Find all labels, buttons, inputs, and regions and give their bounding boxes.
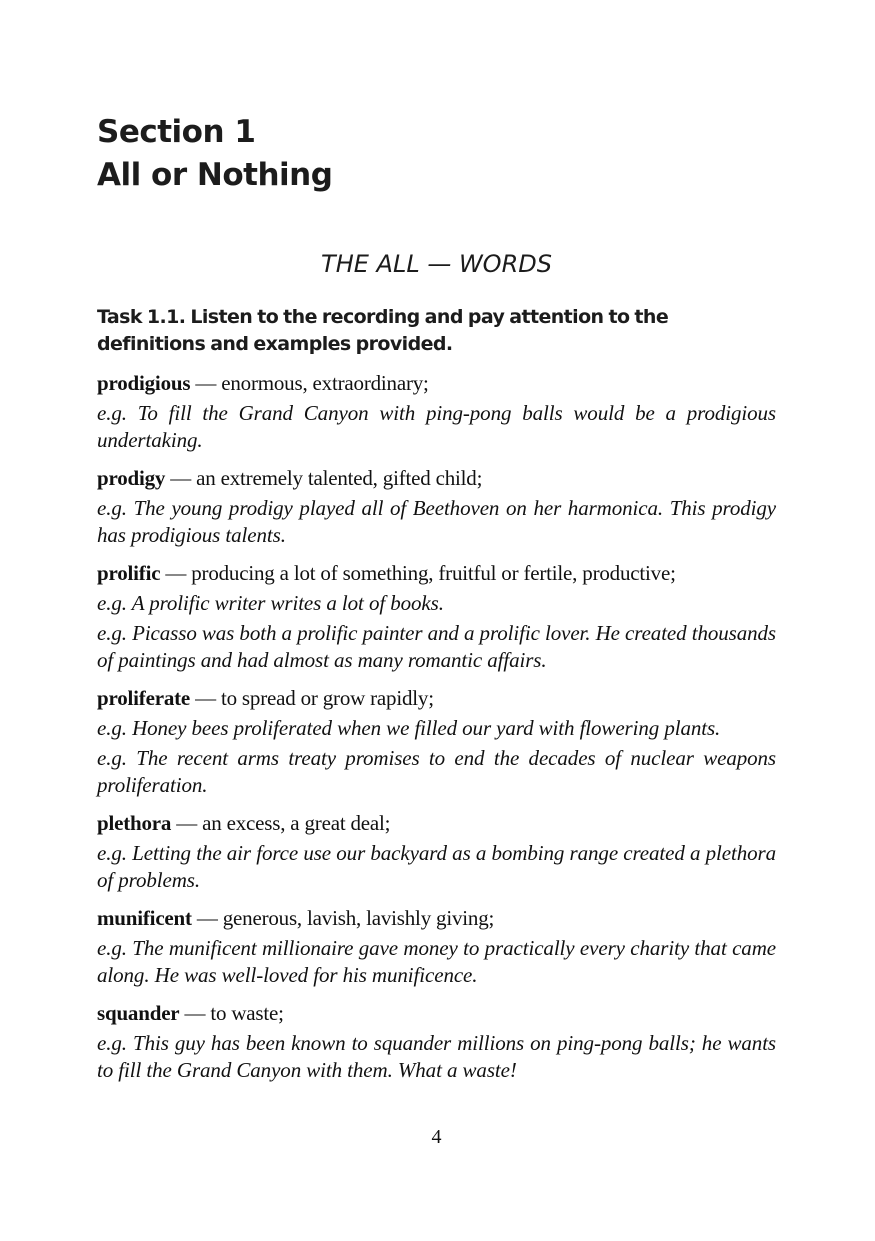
section-title: All or Nothing (97, 157, 333, 193)
definition (97, 904, 776, 932)
vocabulary-entry (97, 369, 776, 454)
definition (97, 464, 776, 492)
example: e.g. This guy has been known to squander millions on ping-pong balls; he wants to fill the Grand Canyon with them. What a waste! (97, 1031, 776, 1082)
term: plethora (97, 811, 172, 835)
vocabulary-entry (97, 999, 776, 1084)
example: e.g. Picasso was both a prolific painter and a prolific lover. He created thousands of paintings and had almost as many romantic affairs. (97, 621, 776, 672)
page-number: 4 (431, 1126, 442, 1148)
vocabulary-entry (97, 464, 776, 549)
definition-text: — generous, lavish, lavishly giving; (191, 906, 495, 930)
term: squander (97, 1001, 180, 1025)
example: e.g. The recent arms treaty promises to end the decades of nuclear weapons proliferation. (97, 746, 776, 797)
term: prolific (97, 561, 161, 585)
definition (97, 999, 776, 1027)
definition-text: — an extremely talented, gifted child; (165, 466, 483, 490)
vocabulary-entry (97, 904, 776, 989)
definition (97, 684, 776, 712)
section-heading (97, 111, 332, 197)
definition (97, 559, 776, 587)
vocabulary-entry (97, 684, 776, 799)
definition-text: — to spread or grow rapidly; (190, 686, 434, 710)
section-label: Section 1 (97, 114, 256, 150)
term: prodigious (97, 371, 191, 395)
vocabulary-entry (97, 809, 776, 894)
example: e.g. The young prodigy played all of Beethoven on her harmonica. This prodigy has prodigious talents. (97, 496, 776, 547)
term: prodigy (97, 466, 166, 490)
task-instruction: Task 1.1. Listen to the recording and pay attention to the definitions and examples provided. (97, 306, 669, 355)
definition-text: — enormous, extraordinary; (190, 371, 429, 395)
definition-text: — to waste; (179, 1001, 284, 1025)
term: munificent (97, 906, 192, 930)
example: e.g. Honey bees proliferated when we filled our yard with flowering plants. (97, 716, 721, 740)
definition-text: — an excess, a great deal; (171, 811, 391, 835)
example: e.g. To fill the Grand Canyon with ping-pong balls would be a prodigious undertaking. (97, 401, 776, 452)
definition (97, 369, 776, 397)
subheading: THE ALL — WORDS (321, 250, 552, 278)
definition-text: — producing a lot of something, fruitful or fertile, productive; (160, 561, 676, 585)
vocabulary-list (97, 369, 776, 1094)
example: e.g. Letting the air force use our backyard as a bombing range created a plethora of problems. (97, 841, 776, 892)
example: e.g. The munificent millionaire gave money to practically every charity that came along. He was well-loved for his munificence. (97, 936, 776, 987)
term: proliferate (97, 686, 191, 710)
definition (97, 809, 776, 837)
example: e.g. A prolific writer writes a lot of books. (97, 591, 444, 615)
vocabulary-entry (97, 559, 776, 674)
